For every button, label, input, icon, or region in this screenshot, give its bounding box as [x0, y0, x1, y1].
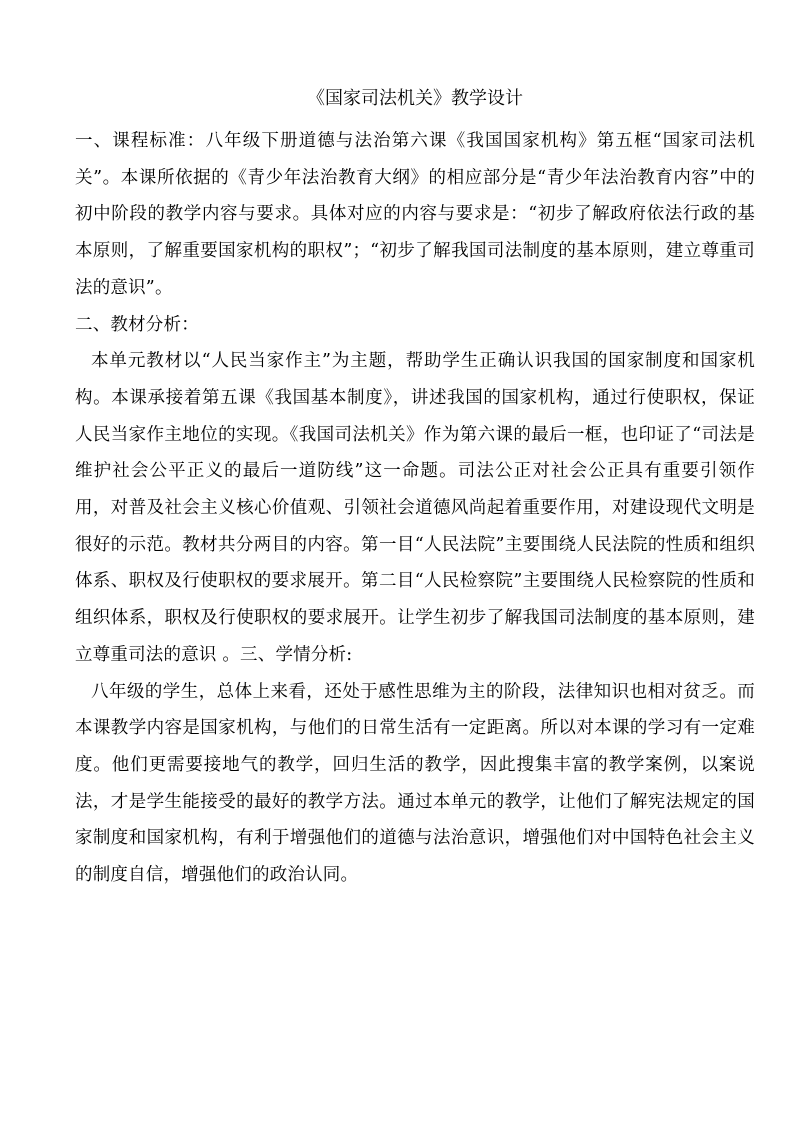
section-curriculum-standard: 一、课程标准：八年级下册道德与法治第六课《我国国家机构》第五框“国家司法机关”。本课所依据的《青少年法治教育大纲》的相应部分是“青少年法治教育内容”中的初中阶段的教学内容与要求。具体对应的内容与要求是：“初步了解政府依法行政的基本原则，了解重要国家机构的职权”；“初步了解我国司法制度的基本原则，建立尊重司法的意识”。: [75, 131, 755, 298]
section-textbook-analysis-body: 本单元教材以“人民当家作主”为主题，帮助学生正确认识我国的国家制度和国家机构。本课承接着第五课《我国基本制度》，讲述我国的国家机构，通过行使职权，保证人民当家作主地位的实现。《我国司法机关》作为第六课的最后一框，也印证了“司法是维护社会公平正义的最后一道防线”这一命题。司法公正对社会公正具有重要引领作用，对普及社会主义核心价值观、引领社会道德风尚起着重要作用，对建设现代文明是很好的示范。教材共分两目的内容。第一目“人民法院”主要围绕人民法院的性质和组织体系、职权及行使职权的要求展开。第二目“人民检察院”主要围绕人民检察院的性质和组织体系，职权及行使职权的要求展开。让学生初步了解我国司法制度的基本原则，建立尊重司法的意识 。三、学情分析:: [75, 351, 755, 665]
document-title: 《国家司法机关》教学设计: [307, 88, 523, 109]
section-student-analysis-body: 八年级的学生，总体上来看，还处于感性思维为主的阶段，法律知识也相对贫乏。而本课教学内容是国家机构，与他们的日常生活有一定距离。所以对本课的学习有一定难度。他们更需要接地气的教学，回归生活的教学，因此搜集丰富的教学案例，以案说法，才是学生能接受的最好的教学方法。通过本单元的教学，让他们了解宪法规定的国家制度和国家机构，有利于增强他们的道德与法治意识，增强他们对中国特色社会主义的制度自信，增强他们的政治认同。: [75, 681, 755, 886]
section-textbook-analysis-heading: 二、教材分析：: [75, 314, 199, 335]
document-page: [75, 86, 755, 894]
